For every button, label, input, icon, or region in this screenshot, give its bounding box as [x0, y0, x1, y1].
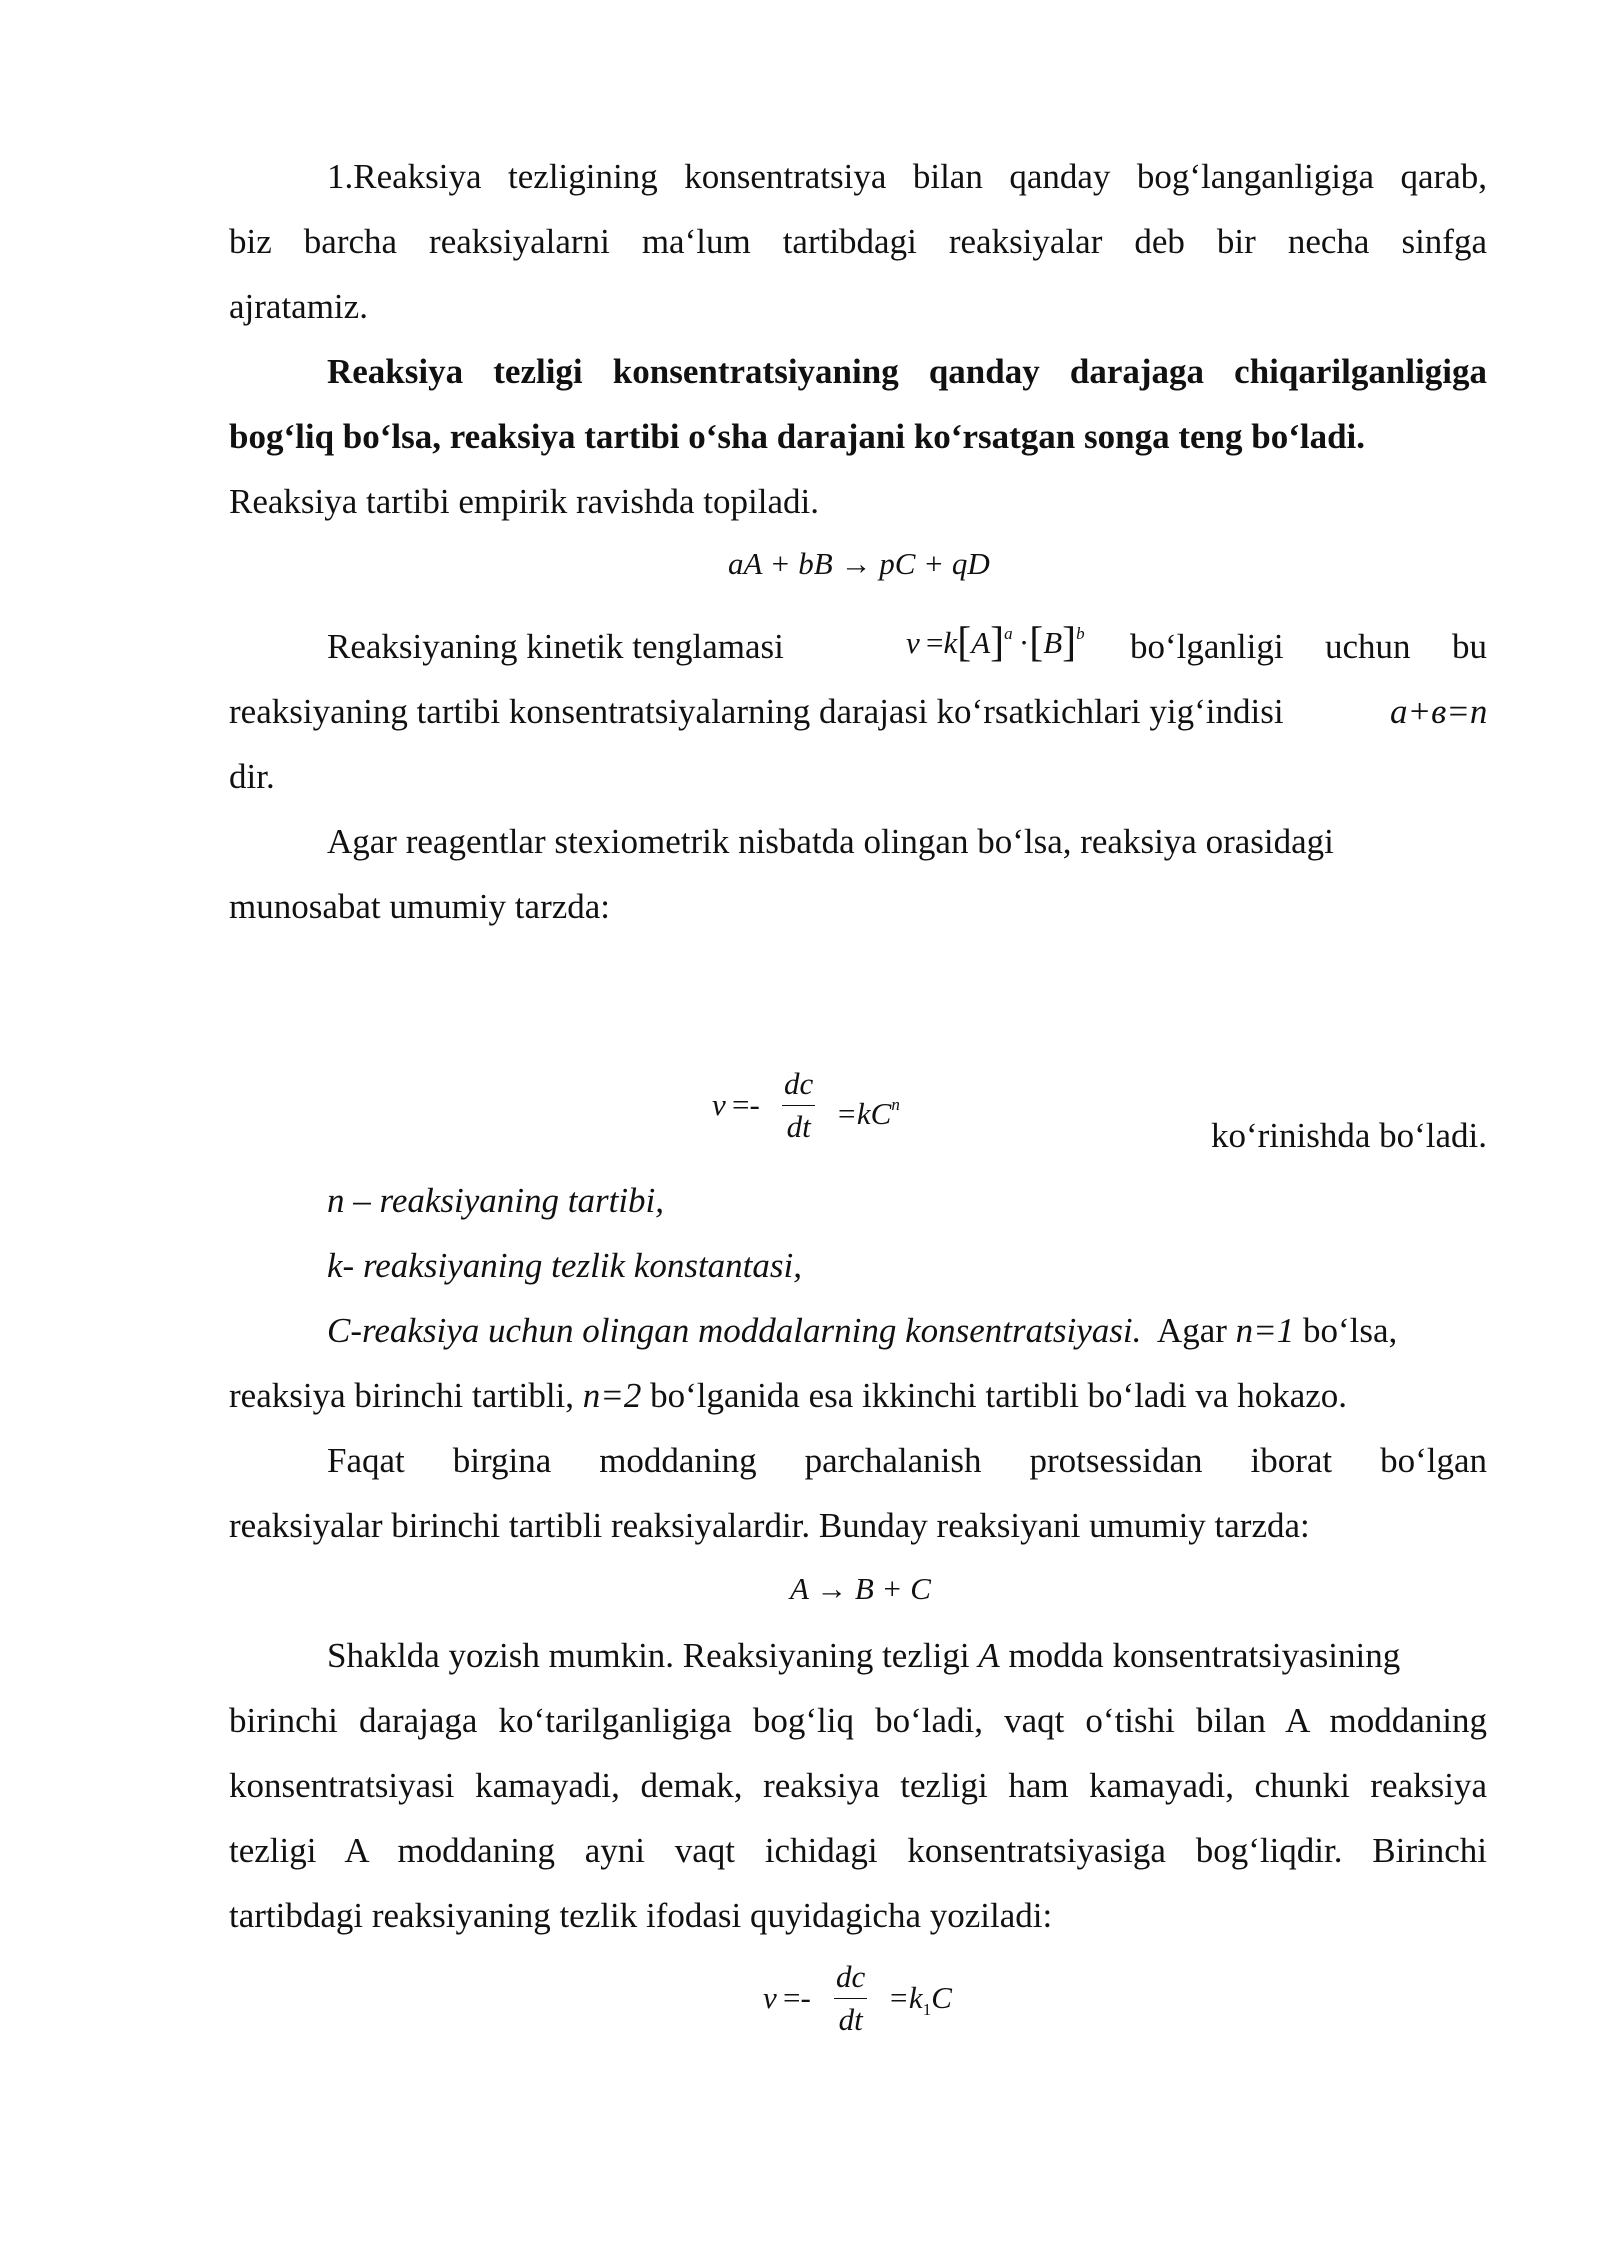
paragraph-7-line-5: tartibdagi reaksiyaning tezlik ifodasi quyidagicha yoziladi:	[229, 1896, 1053, 1935]
paragraph-7-line-1: Shaklda yozish mumkin. Reaksiyaning tezligi A modda konsentratsiyasining	[327, 1636, 1401, 1675]
bold-definition-line-1: Reaksiya tezligi konsentratsiyaning qanday darajaga chiqarilganligiga	[327, 352, 1487, 391]
text-agar: Agar	[1156, 1311, 1227, 1350]
paragraph-4-tail: ko‘rinishda bo‘ladi.	[1210, 1116, 1487, 1155]
bold-definition-line-2: bog‘liq bo‘lsa, reaksiya tartibi o‘sha darajani ko‘rsatgan songa teng bo‘ladi.	[229, 417, 1366, 456]
order-two: n=2	[582, 1376, 642, 1415]
text-bolsa: bo‘lsa,	[1303, 1311, 1398, 1350]
definition-c: C-reaksiya uchun olingan moddalarning konsentratsiyasi.	[327, 1311, 1142, 1350]
exponent-sum: a+в=n	[1390, 692, 1488, 731]
paragraph-1-line-3: ajratamiz.	[229, 287, 368, 326]
definition-n: n – reaksiyaning tartibi,	[327, 1181, 665, 1220]
fraction-dc-dt: $\frac{dc}{dt}$	[784, 1066, 814, 1144]
order-one: n=1	[1235, 1311, 1295, 1350]
paragraph-3-line-1-start: Reaksiyaning kinetik tenglamasi	[327, 627, 784, 666]
formula-first-order-reaction: A → B + C	[790, 1571, 931, 1606]
fraction-dc-dt-first-order: $\frac{dc}{dt}$	[836, 1959, 866, 2037]
paragraph-7-line-2: birinchi darajaga ko‘tarilganligiga bog‘liq bo‘ladi, vaqt o‘tishi bilan A moddaning	[229, 1701, 1487, 1740]
paragraph-5-line: reaksiya birinchi tartibli, n=2 bo‘lganida esa ikkinchi tartibli bo‘ladi va hokazo.	[229, 1376, 1348, 1415]
paragraph-7-line-3: konsentratsiyasi kamayadi, demak, reaksiya tezligi ham kamayadi, chunki reaksiya	[229, 1766, 1487, 1805]
definition-c-line	[327, 1311, 1487, 1351]
paragraph-3-line-2: reaksiyaning tartibi konsentratsiyalarning darajasi ko‘rsatkichlari yig‘indisi	[229, 692, 1284, 731]
paragraph-1-line-1: 1.Reaksiya tezligining konsentratsiya bilan qanday bog‘langanligiga qarab,	[327, 157, 1487, 196]
formula-rate-law: $v =k[A]^a \cdot[B]^b$	[906, 620, 1085, 666]
paragraph-3-line-3: dir.	[229, 757, 275, 796]
paragraph-3-line-1-end: bo‘lganligi uchun bu	[1130, 627, 1487, 666]
paragraph-4-line-2: munosabat umumiy tarzda:	[229, 887, 611, 926]
paragraph-6-line-1: Faqat birgina moddaning parchalanish protsessidan iborat bo‘lgan	[327, 1441, 1487, 1480]
paragraph-7-line-4: tezligi A moddaning ayni vaqt ichidagi konsentratsiyasiga bog‘liqdir. Birinchi	[229, 1831, 1487, 1870]
definition-k: k- reaksiyaning tezlik konstantasi,	[327, 1246, 802, 1285]
paragraph-4-line-1: Agar reagentlar stexiometrik nisbatda olingan bo‘lsa, reaksiya orasidagi	[327, 822, 1334, 861]
formula-rate-first-order-lhs: ν =-	[763, 1980, 811, 2015]
formula-rate-nth-order-rhs: $=kC^n$	[836, 1095, 900, 1131]
paragraph-2-tail: Reaksiya tartibi empirik ravishda topiladi.	[229, 482, 819, 521]
paragraph-6-line-2: reaksiyalar birinchi tartibli reaksiyalardir. Bunday reaksiyani umumiy tarzda:	[229, 1506, 1310, 1545]
paragraph-1-line-2: biz barcha reaksiyalarni ma‘lum tartibdagi reaksiyalar deb bir necha sinfga	[229, 222, 1487, 261]
formula-rate-nth-order-lhs: ν =-	[712, 1087, 760, 1122]
formula-general-reaction: aA + bB → pC + qD	[728, 546, 990, 581]
formula-rate-first-order-rhs: $=k_1C$	[888, 1980, 952, 2019]
